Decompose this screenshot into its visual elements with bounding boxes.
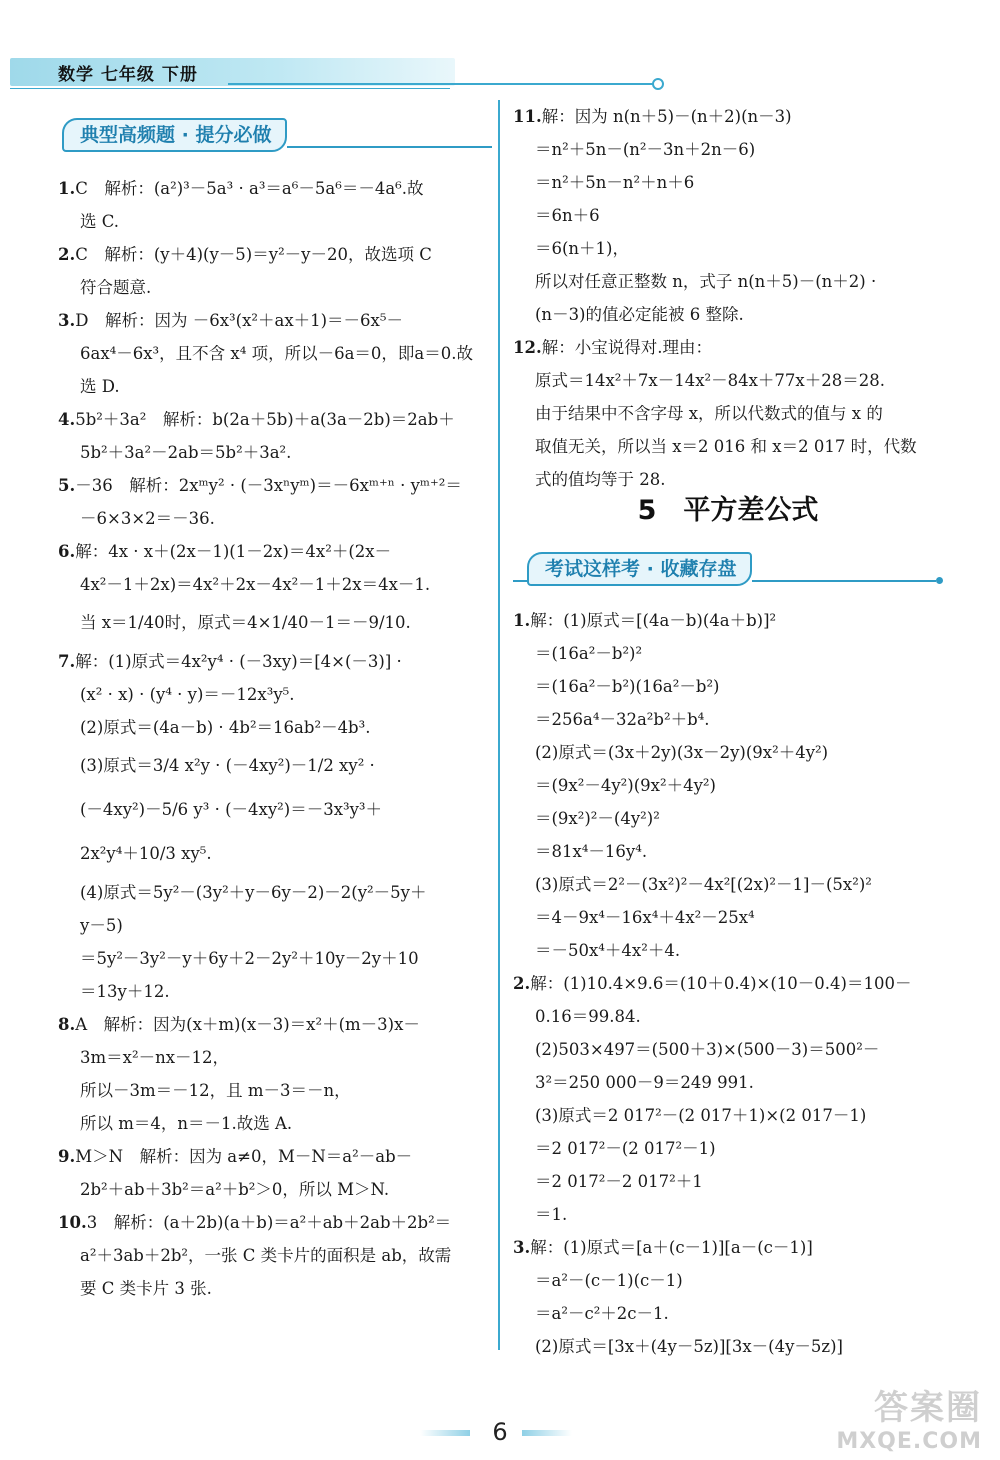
answer-line	[513, 100, 943, 133]
answer-text: a²＋3ab＋2b²，一张 C 类卡片的面积是 ab，故需	[80, 1246, 452, 1265]
answer-text: y－5)	[80, 916, 123, 935]
answer-line	[58, 645, 490, 678]
answer-text: ＝4－9x⁴－16x⁴＋4x²－25x⁴	[535, 908, 755, 927]
answer-text: 5b²＋3a² 解析：b(2a＋5b)＋a(3a－2b)＝2ab＋	[75, 410, 455, 429]
answer-line	[58, 1140, 490, 1173]
answer-line	[513, 703, 943, 736]
answer-text: 选 D.	[80, 377, 120, 396]
answer-line	[58, 876, 490, 909]
answer-line	[58, 172, 490, 205]
answer-line	[513, 769, 943, 802]
answer-line	[58, 1041, 490, 1074]
answer-text: (－4xy²)－5/6 y³ · (－4xy²)＝－3x³y³＋	[80, 800, 383, 819]
answer-text: 6ax⁴－6x³，且不含 x⁴ 项，所以－6a＝0，即a＝0.故	[80, 344, 473, 363]
answer-text: －6×3×2＝－36.	[80, 509, 215, 528]
right-heading-rule	[752, 580, 936, 582]
answer-text: 解：(1)原式＝4x²y⁴ · (－3xy)＝[4×(－3)] ·	[75, 652, 402, 671]
answer-text: 所以－3m＝－12，且 m－3＝－n，	[80, 1081, 351, 1100]
left-section-heading	[62, 118, 492, 152]
answer-line	[58, 909, 490, 942]
footer-deco-right	[522, 1430, 572, 1436]
answer-line	[58, 1074, 490, 1107]
answer-text: (2)503×497＝(500＋3)×(500－3)＝500²－	[535, 1040, 880, 1059]
answer-text: ＝6(n＋1)，	[535, 239, 629, 258]
question-number: 1.	[513, 611, 531, 630]
question-number: 6.	[58, 542, 76, 561]
question-number: 9.	[58, 1147, 76, 1166]
answer-line	[58, 238, 490, 271]
answer-line	[58, 1107, 490, 1140]
right-section-heading	[513, 552, 943, 586]
answer-text: 4x²－1＋2x)＝4x²＋2x－4x²－1＋2x＝4x－1.	[80, 575, 431, 594]
answer-line	[513, 133, 943, 166]
answer-line	[513, 364, 943, 397]
answer-line	[58, 744, 490, 788]
answer-line	[58, 1008, 490, 1041]
answer-line	[58, 1173, 490, 1206]
answer-line	[58, 1272, 490, 1305]
answer-line	[513, 199, 943, 232]
answer-text: M＞N 解析：因为 a≠0，M－N＝a²－ab－	[75, 1147, 413, 1166]
left-heading-tag: 典型高频题 · 提分必做	[62, 118, 287, 152]
column-divider	[498, 100, 500, 1350]
answer-line	[58, 502, 490, 535]
question-number: 1.	[58, 179, 76, 198]
answer-line	[513, 1264, 943, 1297]
answer-line	[513, 967, 943, 1000]
right-column-bottom	[513, 604, 943, 1363]
answer-line	[513, 901, 943, 934]
answer-text: ＝a²－c²＋2c－1.	[535, 1304, 669, 1323]
answer-text: 符合题意.	[80, 278, 152, 297]
answer-line	[513, 1165, 943, 1198]
answer-line	[513, 265, 943, 298]
page-number: 6	[492, 1418, 508, 1446]
answer-line	[58, 205, 490, 238]
answer-text: A 解析：因为(x＋m)(x－3)＝x²＋(m－3)x－	[75, 1015, 420, 1034]
answer-line	[513, 1132, 943, 1165]
header-underline	[10, 88, 450, 89]
answer-line	[58, 1206, 490, 1239]
answer-line	[513, 835, 943, 868]
answer-text: ＝81x⁴－16y⁴.	[535, 842, 648, 861]
answer-text: 当 x＝1/40时，原式＝4×1/40－1＝－9/10.	[80, 613, 411, 632]
answer-line	[513, 934, 943, 967]
answer-line	[513, 637, 943, 670]
question-number: 10.	[58, 1213, 87, 1232]
answer-text: ＝n²＋5n－(n²－3n＋2n－6)	[535, 140, 756, 159]
page-footer	[0, 1388, 1000, 1458]
answer-text: ＝2 017²－2 017²＋1	[535, 1172, 703, 1191]
answer-line	[58, 1239, 490, 1272]
answer-text: 解：(1)原式＝[a＋(c－1)][a－(c－1)]	[530, 1238, 813, 1257]
right-heading-rule-left	[513, 580, 527, 582]
question-number: 12.	[513, 338, 542, 357]
answer-text: 解：(1)原式＝[(4a－b)(4a＋b)]²	[530, 611, 777, 630]
watermark-url: MXQE.COM	[836, 1429, 982, 1454]
answer-line	[58, 975, 490, 1008]
question-number: 2.	[513, 974, 531, 993]
answer-text: 2b²＋ab＋3b²＝a²＋b²＞0，所以 M＞N.	[80, 1180, 390, 1199]
answer-text: 0.16＝99.84.	[535, 1007, 641, 1026]
answer-line	[58, 942, 490, 975]
answer-line	[513, 670, 943, 703]
answer-line	[58, 711, 490, 744]
answer-text: －36 解析：2xᵐy² · (－3xⁿyᵐ)＝－6xᵐ⁺ⁿ · yᵐ⁺²＝	[75, 476, 462, 495]
answer-line	[58, 370, 490, 403]
answer-line	[513, 331, 943, 364]
answer-line	[58, 304, 490, 337]
answer-line	[513, 1033, 943, 1066]
answer-line	[513, 430, 943, 463]
answer-line	[513, 166, 943, 199]
answer-text: 原式＝14x²＋7x－14x²－84x＋77x＋28＝28.	[535, 371, 885, 390]
answer-text: (n－3)的值必定能被 6 整除.	[535, 305, 744, 324]
answer-text: ＝256a⁴－32a²b²＋b⁴.	[535, 710, 710, 729]
answer-text: (3)原式＝2²－(3x²)²－4x²[(2x)²－1]－(5x²)²	[535, 875, 872, 894]
answer-line	[58, 535, 490, 568]
answer-line	[513, 1066, 943, 1099]
answer-line	[513, 1198, 943, 1231]
answer-line	[58, 469, 490, 502]
answer-line	[513, 298, 943, 331]
question-number: 8.	[58, 1015, 76, 1034]
answer-text: 2x²y⁴＋10/3 xy⁵.	[80, 844, 212, 863]
answer-text: 解：小宝说得对.理由：	[541, 338, 712, 357]
question-number: 7.	[58, 652, 76, 671]
answer-line	[513, 604, 943, 637]
question-number: 3.	[513, 1238, 531, 1257]
answer-text: D 解析：因为 －6x³(x²＋ax＋1)＝－6x⁵－	[75, 311, 403, 330]
answer-text: (2)原式＝(4a－b) · 4b²＝16ab²－4b³.	[80, 718, 371, 737]
watermark-logo-text: 答案圈	[874, 1388, 982, 1428]
answer-text: C 解析：(y＋4)(y－5)＝y²－y－20，故选项 C	[75, 245, 432, 264]
answer-text: 选 C.	[80, 212, 120, 231]
answer-text: ＝5y²－3y²－y＋6y＋2－2y²＋10y－2y＋10	[80, 949, 419, 968]
answer-text: 要 C 类卡片 3 张.	[80, 1279, 212, 1298]
answer-line	[513, 1099, 943, 1132]
page-header	[0, 48, 1000, 98]
answer-text: 所以 m＝4，n＝－1.故选 A.	[80, 1114, 293, 1133]
answer-text: C 解析：(a²)³－5a³ · a³＝a⁶－5a⁶＝－4a⁶.故	[75, 179, 424, 198]
answer-text: 3m＝x²－nx－12，	[80, 1048, 229, 1067]
answer-text: ＝2 017²－(2 017²－1)	[535, 1139, 716, 1158]
question-number: 11.	[513, 107, 542, 126]
answer-text: ＝a²－(c－1)(c－1)	[535, 1271, 683, 1290]
answer-line	[58, 788, 490, 832]
answer-text: (2)原式＝[3x＋(4y－5z)][3x－(4y－5z)]	[535, 1337, 843, 1356]
header-title: 数学 七年级 下册	[58, 65, 198, 85]
answer-line	[513, 1231, 943, 1264]
answer-line	[58, 403, 490, 436]
answer-text: ＝(9x²－4y²)(9x²＋4y²)	[535, 776, 716, 795]
answer-text: ＝(9x²)²－(4y²)²	[535, 809, 660, 828]
answer-text: 解：因为 n(n＋5)－(n＋2)(n－3)	[541, 107, 792, 126]
answer-text: 解：4x · x＋(2x－1)(1－2x)＝4x²＋(2x－	[75, 542, 392, 561]
header-rule	[228, 83, 658, 85]
watermark	[836, 1380, 982, 1454]
answer-text: (3)原式＝3/4 x²y · (－4xy²)－1/2 xy² ·	[80, 756, 375, 775]
answer-text: ＝13y＋12.	[80, 982, 170, 1001]
answer-line	[513, 868, 943, 901]
footer-deco-left	[420, 1430, 470, 1436]
answer-line	[58, 832, 490, 876]
answer-line	[58, 337, 490, 370]
answer-line	[58, 568, 490, 601]
right-heading-dot-icon	[936, 577, 943, 584]
answer-text: ＝1.	[535, 1205, 568, 1224]
left-column	[58, 172, 490, 1305]
answer-line	[513, 1000, 943, 1033]
answer-line	[58, 678, 490, 711]
answer-text: ＝6n＋6	[535, 206, 600, 225]
question-number: 4.	[58, 410, 76, 429]
right-column-top	[513, 100, 943, 496]
question-number: 2.	[58, 245, 76, 264]
answer-line	[58, 271, 490, 304]
answer-text: 由于结果中不含字母 x，所以代数式的值与 x 的	[535, 404, 883, 423]
answer-line	[513, 1297, 943, 1330]
answer-text: 所以对任意正整数 n，式子 n(n＋5)－(n＋2) ·	[535, 272, 877, 291]
answer-text: 解：(1)10.4×9.6＝(10＋0.4)×(10－0.4)＝100－	[530, 974, 912, 993]
answer-text: (x² · x) · (y⁴ · y)＝－12x³y⁵.	[80, 685, 295, 704]
question-number: 5.	[58, 476, 76, 495]
answer-text: 3 解析：(a＋2b)(a＋b)＝a²＋ab＋2ab＋2b²＝	[86, 1213, 452, 1232]
answer-text: ＝－50x⁴＋4x²＋4.	[535, 941, 681, 960]
answer-line	[58, 601, 490, 645]
answer-text: ＝(16a²－b²)²	[535, 644, 643, 663]
answer-text: (4)原式＝5y²－(3y²＋y－6y－2)－2(y²－5y＋	[80, 883, 427, 902]
answer-text: (3)原式＝2 017²－(2 017＋1)×(2 017－1)	[535, 1106, 867, 1125]
answer-line	[513, 232, 943, 265]
answer-text: 5b²＋3a²－2ab＝5b²＋3a².	[80, 443, 292, 462]
answer-text: (2)原式＝(3x＋2y)(3x－2y)(9x²＋4y²)	[535, 743, 829, 762]
right-heading-tag: 考试这样考 · 收藏存盘	[527, 552, 752, 586]
answer-line	[513, 802, 943, 835]
answer-text: ＝n²＋5n－n²＋n＋6	[535, 173, 695, 192]
left-heading-rule	[287, 146, 492, 148]
header-dot-icon	[652, 78, 664, 90]
answer-line	[513, 1330, 943, 1363]
answer-line	[513, 397, 943, 430]
answer-text: 式的值均等于 28.	[535, 470, 666, 489]
answer-text: 3²＝250 000－9＝249 991.	[535, 1073, 754, 1092]
answer-line	[58, 436, 490, 469]
answer-text: 取值无关，所以当 x＝2 016 和 x＝2 017 时，代数	[535, 437, 917, 456]
answer-text: ＝(16a²－b²)(16a²－b²)	[535, 677, 720, 696]
chapter-title: 5 平方差公式	[637, 495, 819, 526]
answer-line	[513, 736, 943, 769]
question-number: 3.	[58, 311, 76, 330]
